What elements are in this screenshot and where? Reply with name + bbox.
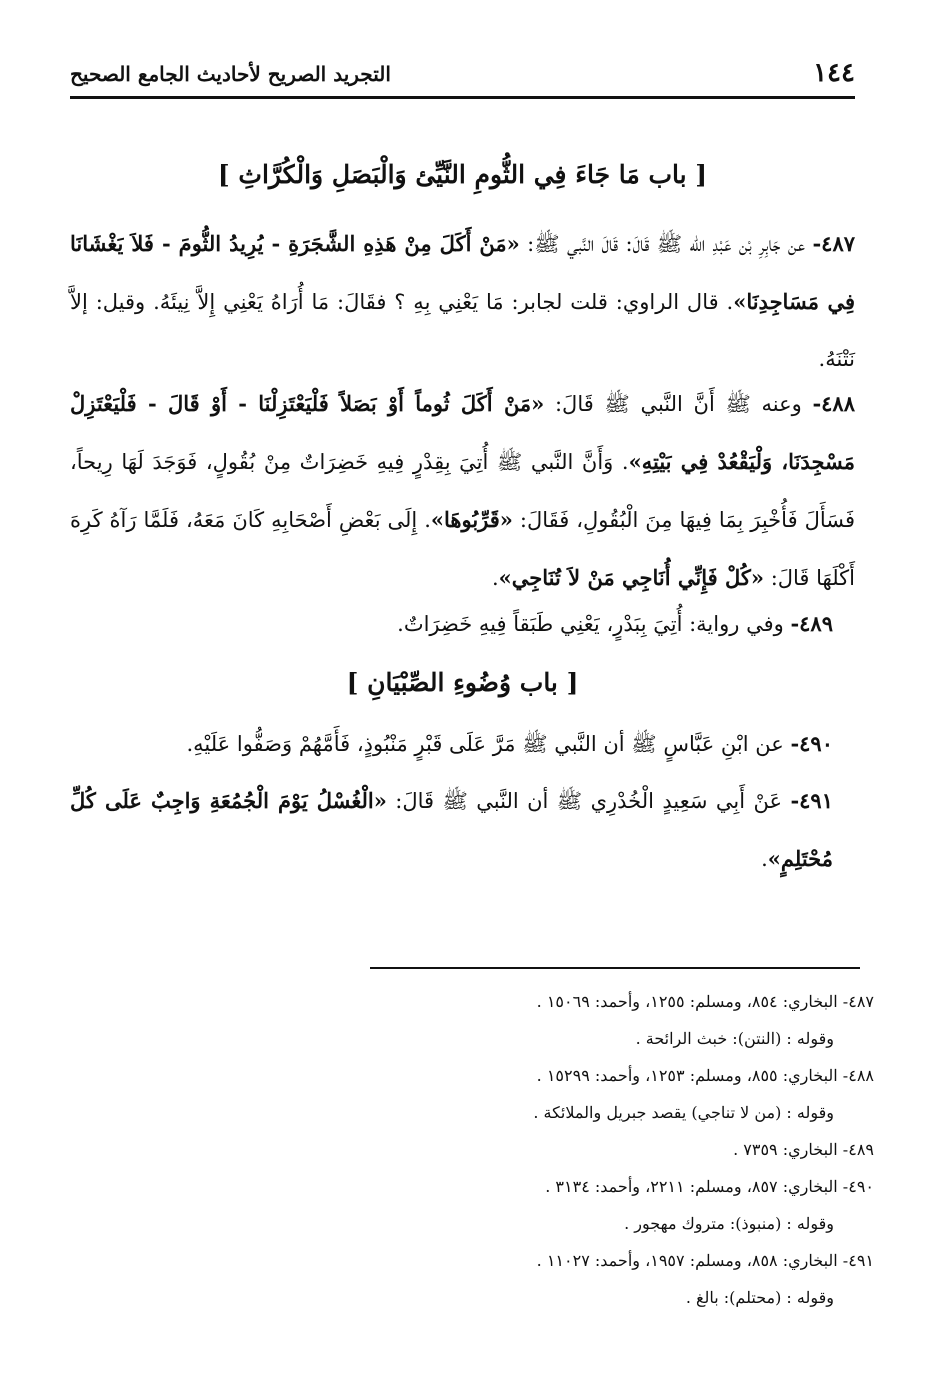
chapter-heading-garlic: [ باب مَا جَاءَ فِي الثُّومِ النَّيِّئ وَالْبَصَلِ وَالْكُرَّاثِ ] [217,160,708,189]
footnote-487-gloss: وقوله : (النتن): خبث الرائحة . [635,1029,834,1048]
footnote-487-source: ٤٨٧- البخاري: ٨٥٤، ومسلم: ١٢٥٥، وأحمد: ١٥٠٦٩ . [536,992,874,1011]
hadith-quote: «كُلْ فَإِنِّي أُنَاجِي مَنْ لاَ تُنَاجِي» [498,565,765,590]
footnote-490-gloss: وقوله : (منبوذ): متروك مهجور . [624,1214,834,1233]
hadith-490 [70,715,855,773]
footnote-491-source: ٤٩١- البخاري: ٨٥٨، ومسلم: ١٩٥٧، وأحمد: ١١٠٢٧ . [536,1251,874,1270]
page-number: ١٤٤ [813,58,855,88]
header-divider [70,96,855,99]
hadith-489 [70,595,855,653]
hadith-quote: «قَرِّبُوهَا» [430,507,513,532]
hadith-text: وفي رواية: أُتِيَ بِبَدْرٍ، يَعْنِي طَبَقاً فِيهِ خَضِرَاتٌ. [397,612,791,636]
hadith-text: . قال الراوي: قلت لجابر: مَا يَعْنِي بِهِ ؟ فقَالَ: مَا أُرَاهُ يَعْنِي إِلاَّ نِيئَهُ. وقيل: إلاَّ نَتْنَهُ. [70,290,855,371]
footnote-490-source: ٤٩٠- البخاري: ٨٥٧، ومسلم: ٢٢١١، وأحمد: ٣١٣٤ . [545,1177,874,1196]
hadith-number: ٤٩٠- [790,731,833,756]
footnote-489-source: ٤٨٩- البخاري: ٧٣٥٩ . [733,1140,874,1159]
hadith-text: . [491,566,499,590]
hadith-quote: «مَنْ أَكَلَ مِنْ هَذِهِ الشَّجَرَةِ - يُرِيدُ الثُّومَ - فَلاَ يَغْشَانَا فِي مَسَاجِدِنَا» [70,231,855,314]
hadith-text: عن ابْنِ عَبَّاسٍ ﷺ أن النَّبي ﷺ مَرَّ عَلَى قَبْرٍ مَنْبُوذٍ، فَأَمَّهُمْ وَصَفُّوا عَلَيْهِ. [186,732,791,756]
hadith-text: عن جَابِرِ بْن عَبْدِ الله ﷺ قَالَ: قَالَ النَّبي ﷺ: [519,232,813,256]
footnote-488-gloss: وقوله : (من لا تناجي) يقصد جبريل والملائكة . [533,1103,834,1122]
chapter-heading-children-ablution: [ باب وُضُوءِ الصِّبْيَانِ ] [346,668,579,697]
hadith-488 [70,375,855,607]
hadith-487 [70,215,855,388]
running-title: التجريد الصريح لأحاديث الجامع الصحيح [70,62,391,86]
footnote-491-gloss: وقوله : (محتلم): بالغ . [685,1288,834,1307]
hadith-number: ٤٨٩- [790,611,833,636]
hadith-491 [70,772,855,888]
hadith-text: . إِلَى بَعْضِ أَصْحَابِهِ كَانَ مَعَهُ، فَلَمَّا رَآهُ كَرِهَ أَكْلَهَا قَالَ: [70,508,855,590]
hadith-quote: «الْغُسْلُ يَوْمَ الْجُمُعَةِ وَاجِبٌ عَلَى كُلِّ مُحْتَلِمٍ» [70,788,833,871]
page-header [70,58,855,98]
footnote-divider [370,967,860,969]
hadith-text: عَنْ أَبِي سَعِيدٍ الْخُدْرِي ﷺ أن النَّبي ﷺ قَالَ: [386,789,791,813]
hadith-number: ٤٨٧- [812,231,856,256]
hadith-text: . [761,847,768,871]
hadith-number: ٤٩١- [790,788,833,813]
footnotes [374,983,874,1316]
footnote-488-source: ٤٨٨- البخاري: ٨٥٥، ومسلم: ١٢٥٣، وأحمد: ١٥٢٩٩ . [536,1066,874,1085]
hadith-quote: «مَنْ أَكَلَ ثُوماً أَوْ بَصَلاً فَلْيَعْتَزِلْنَا - أَوْ قَالَ - فَلْيَعْتَزِلْ مَسْجِدَنَا، وَلْيَقْعُدْ فِي بَيْتِهِ» [70,391,855,474]
hadith-text: . وَأَنَّ النَّبي ﷺ أُتِيَ بِقِدْرٍ فِيهِ خَضِرَاتٌ مِنْ بُقُولٍ، فَوَجَدَ لَهَا رِيحاً، فَسَأَلَ فَأُخْبِرَ بِمَا فِيهَا مِنَ الْبُقُولِ، فَقَالَ: [70,450,855,532]
hadith-text: وعنه ﷺ أَنَّ النَّبي ﷺ قَالَ: [544,392,813,416]
hadith-number: ٤٨٨- [812,391,855,416]
